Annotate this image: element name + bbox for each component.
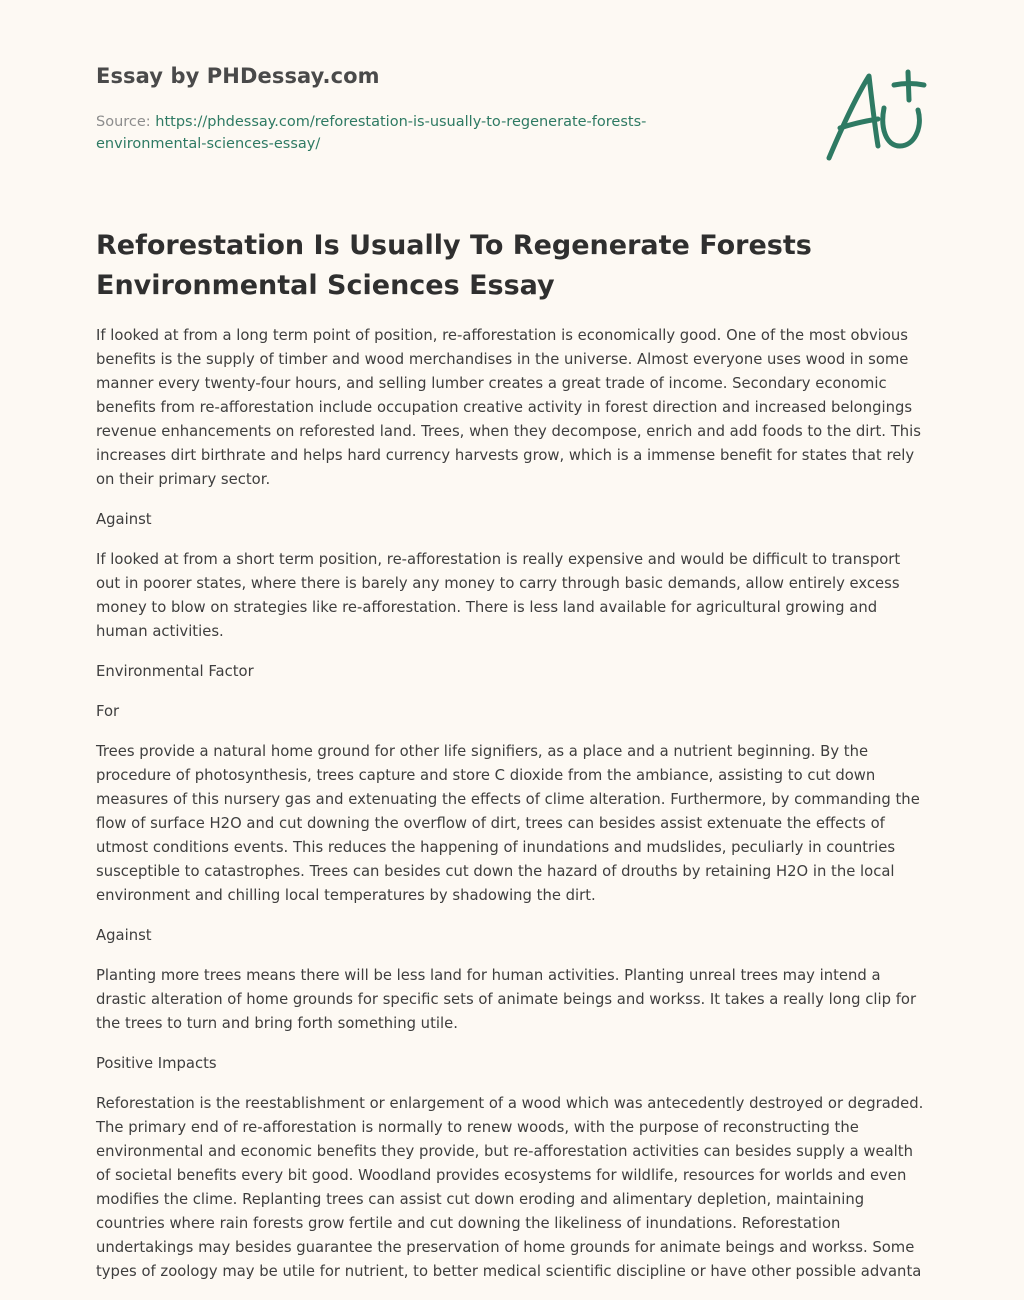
paragraph-against-cost: If looked at from a short term position, re-afforestation is really expensive and would be difficult to transport out in poorer states, where there is barely any money to carry through basic demands, allow entirely excess money to blow on strategies like re-afforestation. There is less land available for agricultural growing and human activities. <box>96 551 901 640</box>
essay-title-line2: Environmental Sciences Essay <box>96 270 555 301</box>
heading-against: Against <box>96 511 152 528</box>
site-title: Essay by PHDessay.com <box>96 64 380 88</box>
essay-title <box>96 226 856 306</box>
heading-for: For <box>96 703 120 720</box>
source-url-line2: environmental-sciences-essay/ <box>96 136 321 152</box>
source-url-line1: https://phdessay.com/reforestation-is-usually-to-regenerate-forests- <box>155 114 647 130</box>
source-label: Source: <box>96 114 156 130</box>
source-line <box>96 111 736 155</box>
essay-title-line1: Reforestation Is Usually To Regenerate Forests <box>96 230 812 261</box>
paragraph-for-environment: Trees provide a natural home ground for other life signifiers, as a place and a nutrient beginning. By the procedure of photosynthesis, trees capture and store C dioxide from the ambiance, assisting to cut down measures of this nursery gas and extenuating the effects of clime alteration. Furthermore, by commanding the flow of surface H2O and cut downing the overflow of dirt, trees can besides assist extenuate the effects of utmost conditions events. This reduces the happening of inundations and mudslides, peculiarly in countries susceptible to catastrophes. Trees can besides cut down the hazard of drouths by retaining H2O in the local environment and chilling local temperatures by shadowing the dirt. <box>96 743 920 904</box>
source-link[interactable] <box>96 114 646 152</box>
paragraph-against-land: Planting more trees means there will be less land for human activities. Planting unreal trees may intend a drastic alteration of home grounds for specific sets of animate beings and workss. It takes a really long clip for the trees to turn and bring forth something utile. <box>96 967 917 1032</box>
heading-environmental-factor: Environmental Factor <box>96 663 254 680</box>
essay-body <box>96 324 928 1300</box>
heading-against-2: Against <box>96 927 152 944</box>
heading-positive-impacts: Positive Impacts <box>96 1055 217 1072</box>
paragraph-positive-impacts: Reforestation is the reestablishment or enlargement of a wood which was antecedently destroyed or degraded. The primary end of re-afforestation is normally to renew woods, with the purpose of reconstructing the environmental and economic benefits they provide, but re-afforestation activities can besides supply a wealth of societal benefits every bit good. Woodland provides ecosystems for wildlife, resources for worlds and even modifies the clime. Replanting trees can assist cut down eroding and alimentary depletion, maintaining countries where rain forests grow fertile and cut downing the likeliness of inundations. Reforestation undertakings may besides guarantee the preservation of home grounds for animate beings and workss. Some types of zoology may be utile for nutrient, to better medical scientific discipline or have other possible advanta <box>96 1095 924 1280</box>
paragraph-intro: If looked at from a long term point of position, re-afforestation is economically good. One of the most obvious benefits is the supply of timber and wood merchandises in the universe. Almost everyone uses wood in some manner every twenty-four hours, and selling lumber creates a great trade of income. Secondary economic benefits from re-afforestation include occupation creative activity in forest direction and increased belongings revenue enhancements on reforested land. Trees, when they decompose, enrich and add foods to the dirt. This increases dirt birthrate and helps hard currency harvests grow, which is a immense benefit for states that rely on their primary sector. <box>96 327 921 488</box>
a-plus-logo-icon <box>822 66 928 164</box>
